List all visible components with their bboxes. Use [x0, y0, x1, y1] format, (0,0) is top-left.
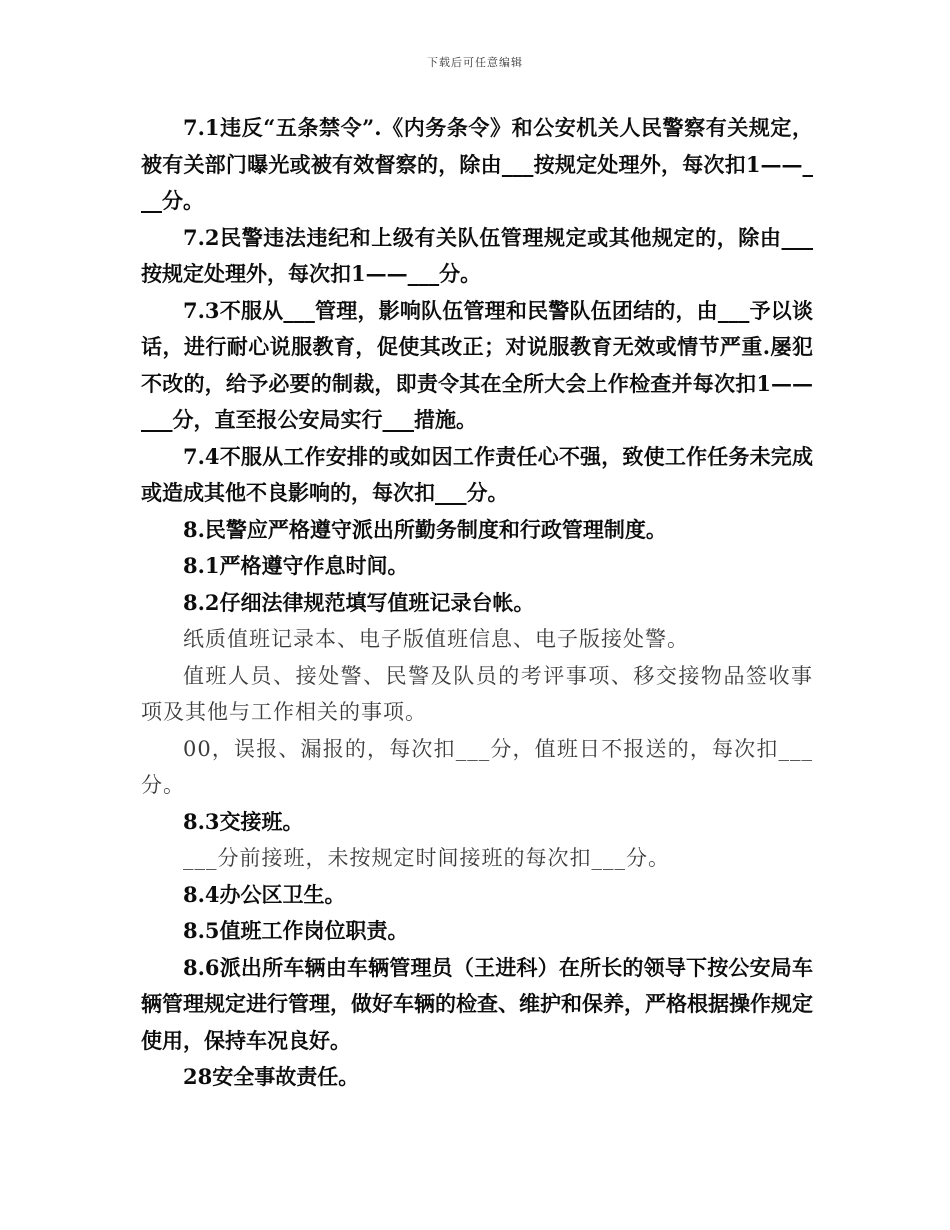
paragraph-8-4: 8.4办公区卫生。 [183, 881, 346, 907]
paragraph-record-types: 纸质值班记录本、电子版值班信息、电子版接处警。 [183, 627, 689, 651]
paragraph-record-items: 值班人员、接处警、民警及队员的考评事项、移交接物品签收事项及其他与工作相关的事项。 [141, 663, 813, 724]
paragraph-8: 8.民警应严格遵守派出所勤务制度和行政管理制度。 [183, 516, 667, 542]
paragraph-7-1: 7.1违反“五条禁令”.《内务条令》和公安机关人民警察有关规定，被有关部门曝光或被有效督察的，除由___按规定处理外，每次扣1——___分。 [141, 115, 813, 213]
paragraph-7-4: 7.4不服从工作安排的或如因工作责任心不强，致使工作任务未完成或造成其他不良影响的，每次扣___分。 [141, 443, 813, 505]
paragraph-7-2: 7.2民警违法违纪和上级有关队伍管理规定或其他规定的，除由___按规定处理外，每次扣1——___分。 [141, 224, 813, 286]
page-header: 下载后可任意编辑 [427, 56, 523, 69]
document-body [141, 110, 813, 1096]
paragraph-handover-rule: ___分前接班，未按规定时间接班的每次扣___分。 [183, 846, 670, 870]
paragraph-28: 28安全事故责任。 [183, 1064, 360, 1089]
paragraph-report-penalty: 00，误报、漏报的，每次扣___分，值班日不报送的，每次扣___分。 [141, 736, 813, 797]
paragraph-8-5: 8.5值班工作岗位职责。 [183, 918, 409, 943]
paragraph-8-3: 8.3交接班。 [183, 808, 304, 834]
paragraph-8-2: 8.2仔细法律规范填写值班记录台帐。 [183, 589, 535, 615]
paragraph-8-1: 8.1严格遵守作息时间。 [183, 553, 409, 578]
paragraph-7-3: 7.3不服从___管理，影响队伍管理和民警队伍团结的，由___予以谈话，进行耐心说服教育，促使其改正；对说服教育无效或情节严重.屡犯不改的，给予必要的制裁，即责令其在全所大会上作检查并每次扣1——___分，直至报公安局实行___措施。 [141, 297, 813, 432]
paragraph-8-6: 8.6派出所车辆由车辆管理员（王进科）在所长的领导下按公安局车辆管理规定进行管理，做好车辆的检查、维护和保养，严格根据操作规定使用，保持车况良好。 [141, 954, 813, 1053]
